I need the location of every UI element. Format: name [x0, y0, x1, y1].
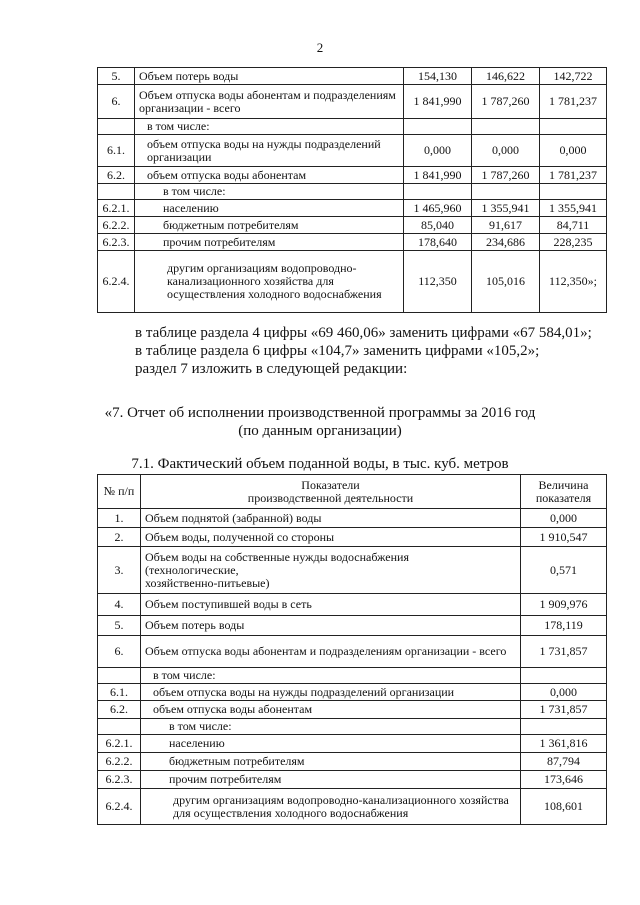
header-number: № п/п: [98, 475, 141, 509]
table-row: [98, 68, 607, 85]
row-value: 0,571: [521, 547, 607, 594]
row-value-3: 112,350»;: [540, 251, 607, 313]
row-value-3: 1 355,941: [540, 200, 607, 217]
row-label: другим организациям водопроводно-канализационного хозяйства для осуществления холодного водоснабжения: [135, 251, 404, 313]
row-number: 3.: [98, 547, 141, 594]
table-row: [98, 119, 607, 135]
table-header-row: [98, 475, 607, 509]
row-label: объем отпуска воды абонентам: [141, 701, 521, 719]
row-number: 6.: [98, 636, 141, 668]
row-value-1: [404, 119, 472, 135]
row-value-1: 1 841,990: [404, 167, 472, 184]
table-row: [98, 217, 607, 234]
row-label: Объем потерь воды: [135, 68, 404, 85]
row-value: 1 731,857: [521, 701, 607, 719]
row-label: другим организациям водопроводно-канализационного хозяйства для осуществления холодного водоснабжения: [141, 789, 521, 825]
section-title: «7. Отчет об исполнении производственной программы за 2016 год: [104, 405, 536, 421]
row-number: 4.: [98, 594, 141, 616]
row-value-2: 146,622: [472, 68, 540, 85]
row-number: 6.2.: [98, 701, 141, 719]
row-value-1: 112,350: [404, 251, 472, 313]
table-row: [98, 184, 607, 200]
row-value: 1 910,547: [521, 528, 607, 547]
row-value-1: [404, 184, 472, 200]
row-number: [98, 184, 135, 200]
row-label: прочим потребителям: [141, 771, 521, 789]
amendment-paragraph-1: в таблице раздела 4 цифры «69 460,06» заменить цифрами «67 584,01»;: [135, 325, 592, 341]
row-label: в том числе:: [135, 184, 404, 200]
row-value: 87,794: [521, 753, 607, 771]
row-label: в том числе:: [141, 719, 521, 735]
row-number: 6.2.3.: [98, 771, 141, 789]
row-number: 6.2.4.: [98, 251, 135, 313]
row-label: бюджетным потребителям: [135, 217, 404, 234]
table-row: [98, 167, 607, 184]
row-value-1: 0,000: [404, 135, 472, 167]
table-row: [98, 735, 607, 753]
row-value: 108,601: [521, 789, 607, 825]
row-label: Объем поступившей воды в сеть: [141, 594, 521, 616]
row-value: 0,000: [521, 509, 607, 528]
row-label: Объем воды, полученной со стороны: [141, 528, 521, 547]
row-label: Объем отпуска воды абонентам и подразделениям организации - всего: [135, 85, 404, 119]
row-number: 6.2.4.: [98, 789, 141, 825]
page-number: 2: [316, 40, 324, 55]
row-label: в том числе:: [141, 668, 521, 684]
table-row: [98, 789, 607, 825]
row-label: Объем потерь воды: [141, 616, 521, 636]
row-number: 2.: [98, 528, 141, 547]
row-value-1: 178,640: [404, 234, 472, 251]
row-value-2: 1 355,941: [472, 200, 540, 217]
row-number: 6.1.: [98, 135, 135, 167]
row-number: 5.: [98, 68, 135, 85]
row-value-3: 0,000: [540, 135, 607, 167]
table-row: [98, 200, 607, 217]
table-row: [98, 701, 607, 719]
row-value: 1 361,816: [521, 735, 607, 753]
row-number: 6.2.1.: [98, 735, 141, 753]
row-value: 0,000: [521, 684, 607, 701]
table-row: [98, 616, 607, 636]
row-value-2: 91,617: [472, 217, 540, 234]
row-number: 6.: [98, 85, 135, 119]
row-value: 173,646: [521, 771, 607, 789]
row-label: в том числе:: [135, 119, 404, 135]
row-label: объем отпуска воды на нужды подразделений организации: [135, 135, 404, 167]
row-number: 6.2.: [98, 167, 135, 184]
row-value-1: 154,130: [404, 68, 472, 85]
row-label: бюджетным потребителям: [141, 753, 521, 771]
row-value-3: [540, 119, 607, 135]
table-row: [98, 547, 607, 594]
table-row: [98, 135, 607, 167]
row-number: 6.2.3.: [98, 234, 135, 251]
row-label: объем отпуска воды абонентам: [135, 167, 404, 184]
row-value-1: 85,040: [404, 217, 472, 234]
row-label: объем отпуска воды на нужды подразделений организации: [141, 684, 521, 701]
table-row: [98, 771, 607, 789]
row-value-3: [540, 184, 607, 200]
row-label: Объем отпуска воды абонентам и подразделениям организации - всего: [141, 636, 521, 668]
table-row: [98, 251, 607, 313]
row-value-2: [472, 184, 540, 200]
row-number: [98, 668, 141, 684]
row-value-2: 0,000: [472, 135, 540, 167]
row-number: 6.2.2.: [98, 753, 141, 771]
row-label: населению: [135, 200, 404, 217]
row-value-3: 1 781,237: [540, 167, 607, 184]
table-row: [98, 509, 607, 528]
row-value-2: [472, 119, 540, 135]
row-value-2: 105,016: [472, 251, 540, 313]
water-balance-table-continued: [97, 67, 607, 313]
section-subtitle: (по данным организации): [238, 423, 402, 439]
row-label: Объем поднятой (забранной) воды: [141, 509, 521, 528]
table-row: [98, 594, 607, 616]
table-row: [98, 684, 607, 701]
amendment-paragraph-2: в таблице раздела 6 цифры «104,7» заменить цифрами «105,2»;: [135, 343, 540, 359]
row-value-2: 234,686: [472, 234, 540, 251]
row-number: [98, 119, 135, 135]
header-indicators: Показатели производственной деятельности: [141, 475, 521, 509]
row-label: Объем воды на собственные нужды водоснабжения (технологические, хозяйственно-питьевые): [141, 547, 521, 594]
table-row: [98, 85, 607, 119]
table-row: [98, 668, 607, 684]
row-value-3: 1 781,237: [540, 85, 607, 119]
row-value-3: 142,722: [540, 68, 607, 85]
actual-water-supply-table: [97, 474, 607, 825]
row-number: 5.: [98, 616, 141, 636]
row-value-1: 1 465,960: [404, 200, 472, 217]
table-row: [98, 234, 607, 251]
row-value-3: 228,235: [540, 234, 607, 251]
row-number: [98, 719, 141, 735]
header-value: Величина показателя: [521, 475, 607, 509]
row-number: 6.2.1.: [98, 200, 135, 217]
row-value-1: 1 841,990: [404, 85, 472, 119]
table-row: [98, 528, 607, 547]
row-value: 1 731,857: [521, 636, 607, 668]
row-value: [521, 668, 607, 684]
row-value: 1 909,976: [521, 594, 607, 616]
row-label: населению: [141, 735, 521, 753]
row-number: 6.1.: [98, 684, 141, 701]
amendment-paragraph-3: раздел 7 изложить в следующей редакции:: [135, 361, 408, 377]
table-row: [98, 719, 607, 735]
subsection-title: 7.1. Фактический объем поданной воды, в тыс. куб. метров: [131, 456, 509, 472]
table-row: [98, 636, 607, 668]
row-value-2: 1 787,260: [472, 85, 540, 119]
row-value: [521, 719, 607, 735]
row-value-3: 84,711: [540, 217, 607, 234]
row-value: 178,119: [521, 616, 607, 636]
table-row: [98, 753, 607, 771]
row-number: 6.2.2.: [98, 217, 135, 234]
row-number: 1.: [98, 509, 141, 528]
row-label: прочим потребителям: [135, 234, 404, 251]
row-value-2: 1 787,260: [472, 167, 540, 184]
